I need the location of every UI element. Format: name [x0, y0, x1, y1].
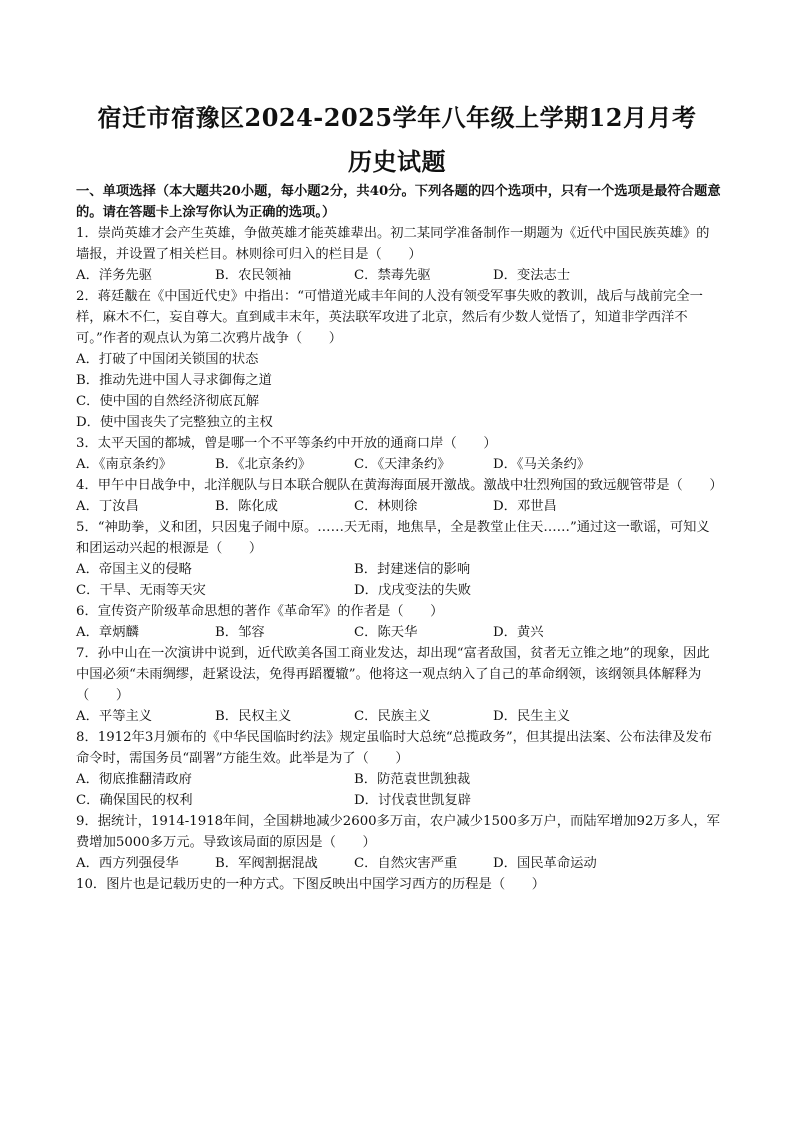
option-b: B．邹容 — [215, 625, 265, 640]
question-stem: 2．蒋廷黻在《中国近代史》中指出：“可惜道光咸丰年间的人没有领受军事失败的教训，战后与战前完全一样，麻木不仁，妄自尊大。直到咸丰末年，英法联军攻进了北京，然后有少数人觉悟了，知道非学西洋不可。”作者的观点认为第二次鸦片战争（ ） — [76, 289, 703, 346]
question-3 — [76, 433, 721, 475]
option-c: C．禁毒先驱 — [354, 268, 431, 283]
options-row — [76, 769, 721, 790]
exam-subtitle: 历史试题 — [348, 147, 446, 176]
section-instructions: 一、单项选择（本大题共20小题，每小题2分，共40分。下列各题的四个选项中，只有一个选项是最符合题意的。请在答题卡上涂写你认为正确的选项。） — [76, 184, 721, 220]
option-b: B．农民领袖 — [215, 268, 292, 283]
options-row — [76, 706, 721, 727]
option-b: B．推动先进中国人寻求御侮之道 — [76, 373, 272, 388]
question-5 — [76, 517, 721, 601]
option-d: D．邓世昌 — [493, 499, 557, 514]
option-d: D．讨伐袁世凯复辟 — [354, 793, 472, 808]
options-row — [76, 559, 721, 580]
options-row — [76, 622, 721, 643]
exam-content — [76, 181, 721, 895]
question-10 — [76, 874, 721, 895]
option-d: D．使中国丧失了完整独立的主权 — [76, 415, 273, 430]
options-row — [76, 454, 721, 475]
option-a: A．西方列强侵华 — [76, 856, 179, 871]
option-a: A．《南京条约》 — [76, 457, 173, 472]
option-d: D．国民革命运动 — [493, 856, 597, 871]
option-c: C．民族主义 — [354, 709, 431, 724]
option-b: B．封建迷信的影响 — [354, 562, 471, 577]
options-row — [76, 496, 721, 517]
option-a: A．章炳麟 — [76, 625, 139, 640]
option-a: A．打破了中国闭关锁国的状态 — [76, 352, 259, 367]
option-d: D．戊戌变法的失败 — [354, 583, 472, 598]
option-a: A．帝国主义的侵略 — [76, 562, 192, 577]
question-6 — [76, 601, 721, 643]
option-c: C．自然灾害严重 — [354, 856, 458, 871]
option-c: C．干旱、无雨等天灾 — [76, 583, 206, 598]
option-b: B．军阀割据混战 — [215, 856, 318, 871]
option-d: D．变法志士 — [493, 268, 571, 283]
option-a: A．洋务先驱 — [76, 268, 153, 283]
question-2 — [76, 286, 721, 433]
question-stem: 3．太平天国的都城，曾是哪一个不平等条约中开放的通商口岸（ ） — [76, 436, 497, 451]
option-a: A．彻底推翻清政府 — [76, 772, 192, 787]
option-b: B．防范袁世凯独裁 — [354, 772, 471, 787]
option-d: D．《马关条约》 — [493, 457, 591, 472]
exam-title: 宿迁市宿豫区2024-2025学年八年级上学期12月月考 — [97, 103, 697, 132]
option-c: C．《天津条约》 — [354, 457, 451, 472]
options-row — [76, 853, 721, 874]
option-d: D．民生主义 — [493, 709, 571, 724]
options-row — [76, 265, 721, 286]
option-d: D．黄兴 — [493, 625, 544, 640]
question-9 — [76, 811, 721, 874]
option-c: C．陈天华 — [354, 625, 418, 640]
options-row — [76, 580, 721, 601]
option-c: C．使中国的自然经济彻底瓦解 — [76, 394, 260, 409]
question-4 — [76, 475, 721, 517]
question-8 — [76, 727, 721, 811]
question-stem: 9．据统计，1914-1918年间，全国耕地减少2600多万亩，农户减少1500多万户，而陆军增加92万多人，军费增加5000多万元。导致该局面的原因是（ ） — [76, 814, 720, 850]
question-stem: 7．孙中山在一次演讲中说到，近代欧美各国工商业发达，却出现“富者敌国，贫者无立锥之地”的现象，因此中国必须“未雨绸缪，赶紧设法，免得再蹈覆辙”。他将这一观点纳入了自己的革命纲领，该纲领具体解释为（ ） — [76, 646, 710, 703]
option-a: A．丁汝昌 — [76, 499, 139, 514]
question-7 — [76, 643, 721, 727]
question-stem: 4．甲午中日战争中，北洋舰队与日本联合舰队在黄海海面展开激战。激战中壮烈殉国的致远舰管带是（ ） — [76, 478, 723, 493]
options-row — [76, 790, 721, 811]
option-a: A．平等主义 — [76, 709, 153, 724]
question-stem: 8．1912年3月颁布的《中华民国临时约法》规定虽临时大总统“总揽政务”，但其提出法案、公布法律及发布命令时，需国务员“副署”方能生效。此举是为了（ ） — [76, 730, 713, 766]
question-stem: 10．图片也是记载历史的一种方式。下图反映出中国学习西方的历程是（ ） — [76, 877, 546, 892]
question-stem: 6．宣传资产阶级革命思想的著作《革命军》的作者是（ ） — [76, 604, 444, 619]
option-c: C．确保国民的权利 — [76, 793, 193, 808]
question-1 — [76, 223, 721, 286]
question-stem: 5．“神助拳，义和团，只因鬼子闹中原。……天无雨，地焦旱，全是教堂止住天……”通过这一歌谣，可知义和团运动兴起的根源是（ ） — [76, 520, 710, 556]
option-b: B．《北京条约》 — [215, 457, 312, 472]
option-b: B．陈化成 — [215, 499, 278, 514]
question-stem: 1．崇尚英雄才会产生英雄，争做英雄才能英雄辈出。初二某同学准备制作一期题为《近代中国民族英雄》的墙报，并设置了相关栏目。林则徐可归入的栏目是（ ） — [76, 226, 710, 262]
option-c: C．林则徐 — [354, 499, 418, 514]
option-b: B．民权主义 — [215, 709, 292, 724]
